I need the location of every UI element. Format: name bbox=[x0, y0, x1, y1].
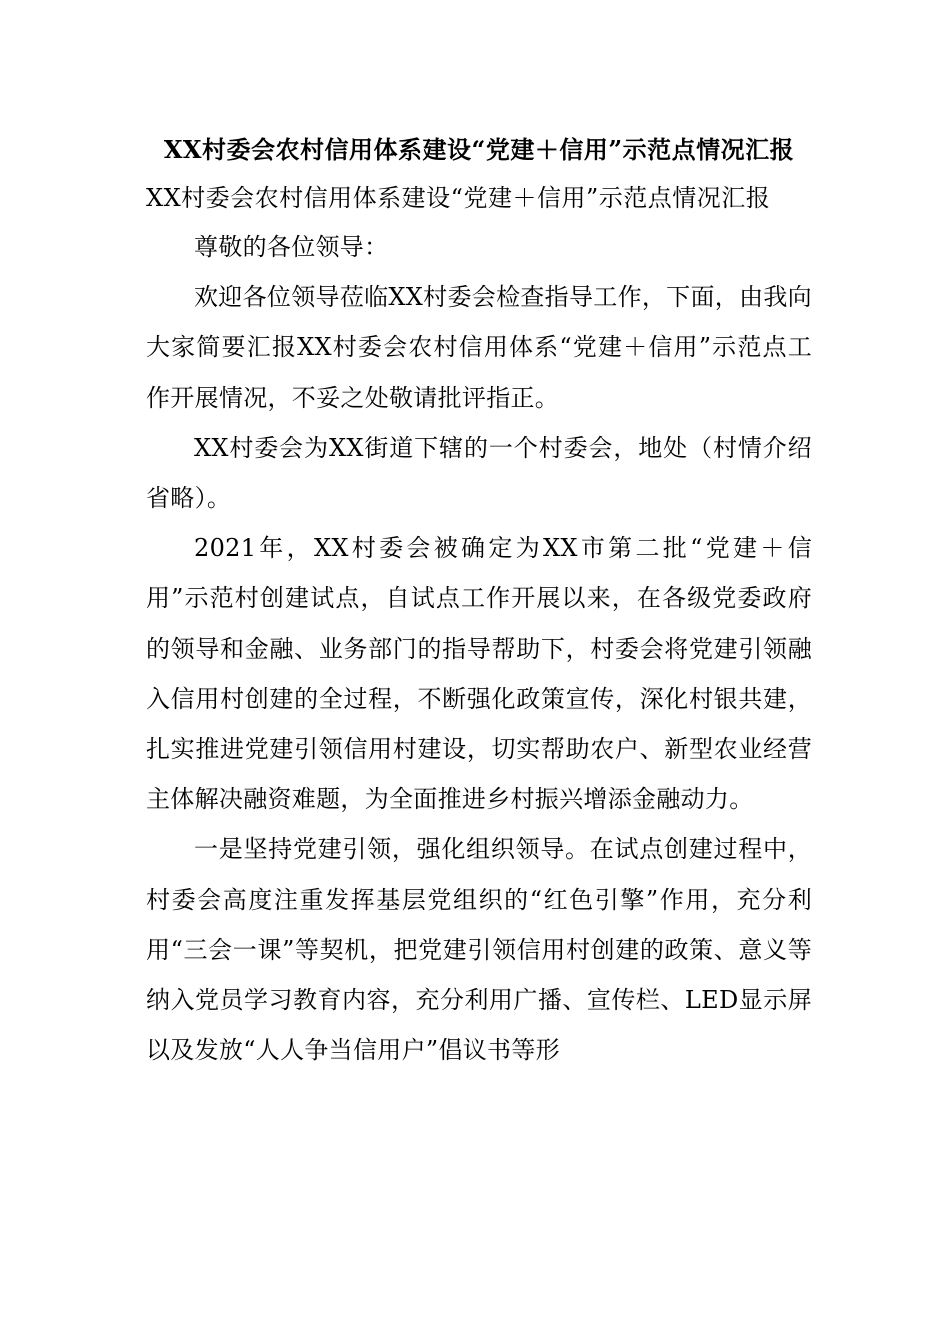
document-repeat-title: XX村委会农村信用体系建设“党建＋信用”示范点情况汇报 bbox=[146, 184, 771, 212]
document-page bbox=[146, 126, 812, 1075]
body-paragraph-welcome: 欢迎各位领导莅临XX村委会检查指导工作，下面，由我向大家简要汇报XX村委会农村信用体系“党建＋信用”示范点工作开展情况，不妥之处敬请批评指正。 bbox=[146, 283, 812, 412]
document-title: XX村委会农村信用体系建设“党建＋信用”示范点情况汇报 bbox=[163, 135, 795, 164]
body-paragraph-party-leadership: 一是坚持党建引领，强化组织领导。在试点创建过程中，村委会高度注重发挥基层党组织的“红色引擎”作用，充分利用“三会一课”等契机，把党建引领信用村创建的政策、意义等纳入党员学习教育内容，充分利用广播、宣传栏、LED显示屏以及发放“人人争当信用户”倡议书等形 bbox=[146, 835, 812, 1065]
body-paragraph-pilot: 2021年，XX村委会被确定为XX市第二批“党建＋信用”示范村创建试点，自试点工作开展以来，在各级党委政府的领导和金融、业务部门的指导帮助下，村委会将党建引领融入信用村创建的全过程，不断强化政策宣传，深化村银共建，扎实推进党建引领信用村建设，切实帮助农户、新型农业经营主体解决融资难题，为全面推进乡村振兴增添金融动力。 bbox=[146, 534, 812, 814]
body-paragraph-village-intro: XX村委会为XX街道下辖的一个村委会，地处（村情介绍省略）。 bbox=[146, 433, 812, 513]
salutation-paragraph: 尊敬的各位领导： bbox=[194, 233, 389, 261]
